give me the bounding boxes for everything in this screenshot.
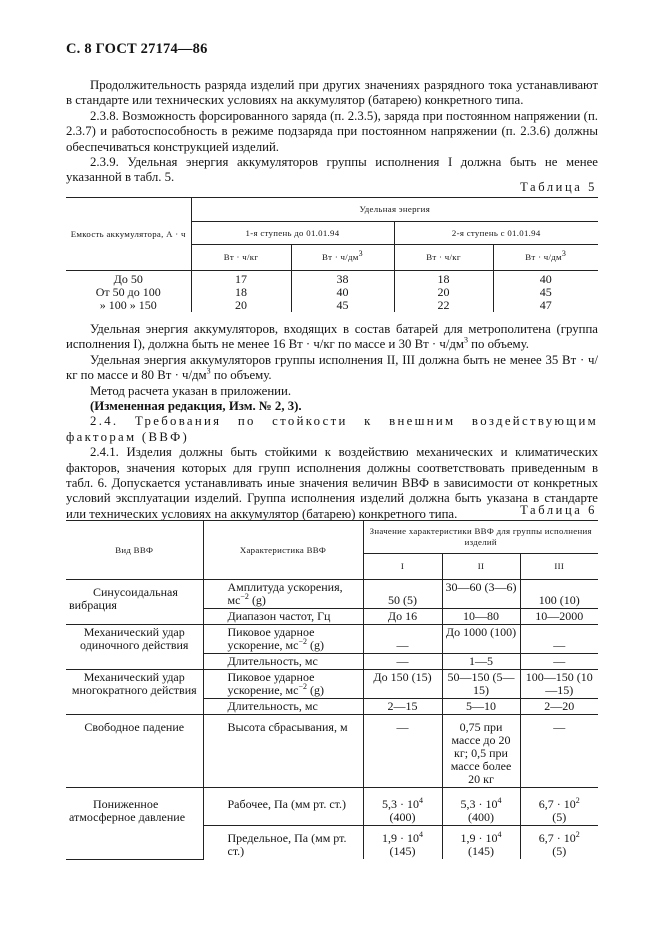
table-5-unit-volume: Вт · $ч/дм^3$	[493, 245, 598, 271]
paragraph: Удельная энергия аккумуляторов, входящих в состав батарей для метрополитена (группа исполнения I), должна быть не менее 16 Вт · ч/кг по массе и 30 Вт · $ч/дм^3$ по объему.	[66, 322, 598, 352]
table-row: Механический удар одиночного действия Пиковое ударное ускорение, $мс^{-2}$ (g) — До 1000 (100) —	[66, 625, 598, 654]
paragraph: Продолжительность разряда изделий при других значениях разрядного тока устанавливают в стандарте или технических условиях на аккумулятор (батарею) конкретного типа.	[66, 78, 598, 108]
table-row: » 100 » 150 20 45 22 47	[66, 299, 598, 312]
table-5-unit-mass: Вт · ч/кг	[394, 245, 493, 271]
table-5-capacity-header: Емкость аккумулятора, А · ч	[66, 198, 191, 271]
table-6-caption: Таблица 6	[520, 503, 597, 517]
paragraph: 2.3.8. Возможность форсированного заряда (п. 2.3.5), заряда при постоянном напряжении (п. 2.3.7) и работоспособность в режиме подзаряда при постоянном напряжении (п. 2.3.6) должны обеспечиваться конструкцией изделий.	[66, 108, 598, 154]
table-5-stage1-header: 1-я ступень до 01.01.94	[191, 222, 394, 245]
table-row: Синусоидальная вибрация Амплитуда ускорения, $мс^{-2}$ (g) 50 (5) 30—60 (3—6) 100 (10)	[66, 580, 598, 609]
paragraph: (Измененная редакция, Изм. № 2, 3).	[90, 399, 302, 414]
middle-text	[66, 322, 598, 522]
table-row: Предельное, Па (мм рт. ст.) $1,9 \cdot 10^4$ (145) $1,9 \cdot 10^4$ (145) $6,7 \cdot 10^2$ (5)	[66, 826, 598, 860]
paragraph: 2.3.9. Удельная энергия аккумуляторов группы исполнения I должна быть не менее указанной в табл. 5.	[66, 155, 598, 185]
table-row: От 50 до 100 18 40 20 45	[66, 286, 598, 299]
table-6-value-header: Значение характеристики ВВФ для группы исполнения изделий	[363, 521, 598, 554]
table-5-stage2-header: 2-я ступень с 01.01.94	[394, 222, 598, 245]
table-6	[66, 520, 598, 860]
table-6-group-2: II	[442, 554, 520, 580]
table-row: Пониженное атмосферное давление Рабочее, Па (мм рт. ст.) $5,3 \cdot 10^4$ (400) $5,3 \cdot 10^4$ (400) $6,7 \cdot 10^2$ (5)	[66, 788, 598, 826]
table-row: До 50 17 38 18 40	[66, 271, 598, 287]
page-header: С. 8 ГОСТ 27174—86	[66, 41, 208, 57]
table-row: Длительность, мс — 1—5 —	[66, 654, 598, 670]
table-row: Механический удар многократного действия Пиковое ударное ускорение, $мс^{-2}$ (g) До 150 (15) 50—150 (5—15) 100—150 (10—15)	[66, 670, 598, 699]
paragraph: Метод расчета указан в приложении.	[90, 383, 292, 398]
paragraph: Удельная энергия аккумуляторов группы исполнения II, III должна быть не менее 35 Вт · ч/кг по массе и 80 Вт · $ч/дм^3$ по объему.	[66, 352, 598, 383]
paragraph: 2.4.1. Изделия должны быть стойкими к воздействию механических и климатических факторов, значения которых для групп исполнения должны соответствовать приведенным в табл. 6. Допускается устанавливать иные значения величин ВВФ в зависимости от конкретных условий эксплуатации изделий. Группа исполнения изделий должна быть указана в стандарте или технических условиях на аккумулятор (батарею) конкретного типа.	[66, 445, 598, 521]
table-row: Диапазон частот, Гц До 16 10—80 10—2000	[66, 609, 598, 625]
table-6-vvf-header: Вид ВВФ	[66, 521, 203, 580]
section-heading: 2.4. Требования по стойкости к внешним воздействующим факторам (ВВФ)	[66, 414, 598, 444]
table-5-energy-header: Удельная энергия	[191, 198, 598, 222]
top-text	[66, 78, 598, 186]
table-6-group-1: I	[363, 554, 442, 580]
table-5-unit-mass: Вт · ч/кг	[191, 245, 291, 271]
table-row: Свободное падение Высота сбрасывания, м — 0,75 при массе до 20 кг; 0,5 при массе более 20 кг —	[66, 715, 598, 788]
table-6-char-header: Характеристика ВВФ	[203, 521, 363, 580]
table-5	[66, 197, 598, 312]
table-5-unit-volume: Вт · $ч/дм^3$	[291, 245, 394, 271]
table-6-group-3: III	[520, 554, 598, 580]
table-5-caption: Таблица 5	[520, 180, 597, 194]
table-row: Длительность, мс 2—15 5—10 2—20	[66, 699, 598, 715]
